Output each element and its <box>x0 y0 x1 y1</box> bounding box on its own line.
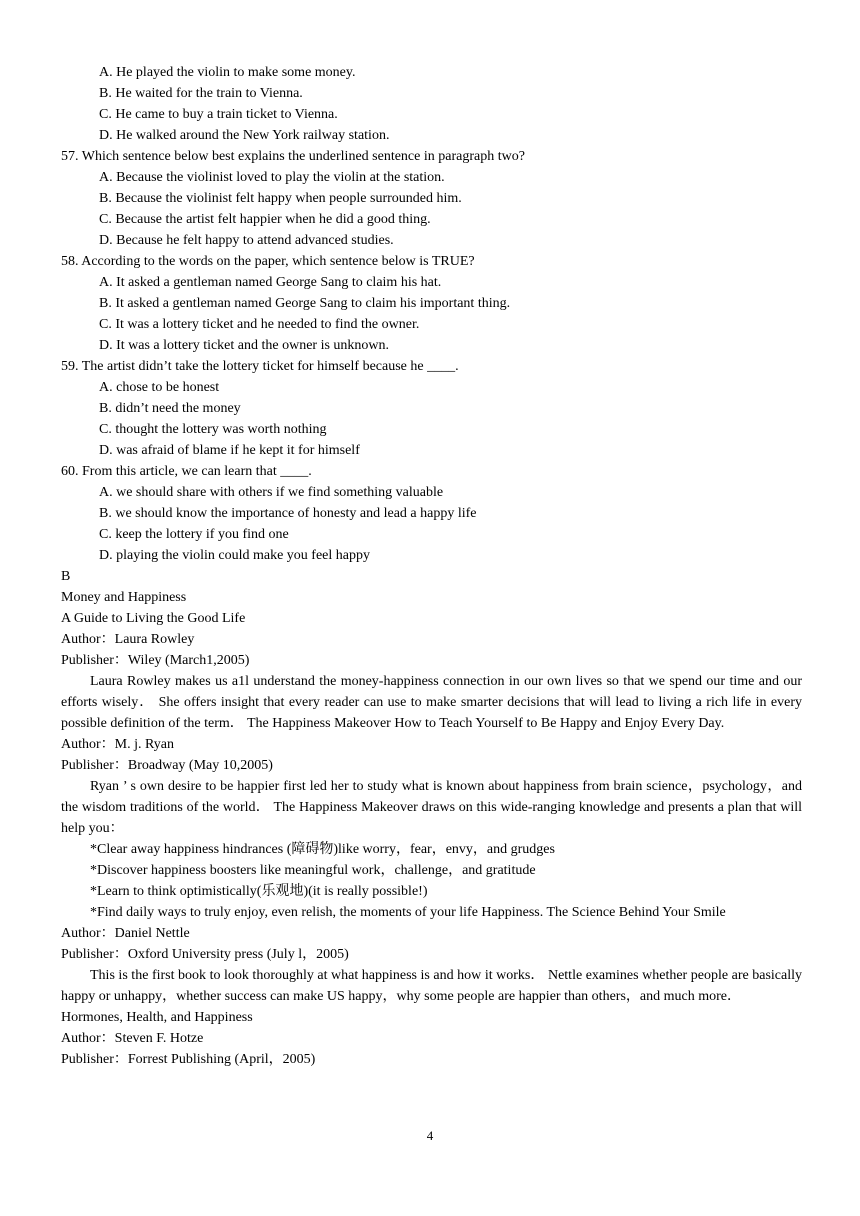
document-page <box>61 62 802 1070</box>
q56-option-d: D. He walked around the New York railway station. <box>99 128 390 143</box>
q58-stem: 58. According to the words on the paper, which sentence below is TRUE? <box>61 254 475 269</box>
q57-option-c: C. Because the artist felt happier when he did a good thing. <box>99 212 431 227</box>
q58-option-a: A. It asked a gentleman named George Sang to claim his hat. <box>99 275 442 290</box>
q59-stem: 59. The artist didn’t take the lottery ticket for himself because he ____. <box>61 359 459 374</box>
book2-bullet-3: *Learn to think optimistically(乐观地)(it is really possible!) <box>90 884 428 899</box>
book4-author: Author：Steven F. Hotze <box>61 1031 204 1046</box>
q59-option-b: B. didn’t need the money <box>99 401 241 416</box>
q57-option-a: A. Because the violinist loved to play the violin at the station. <box>99 170 445 185</box>
book1-description: Laura Rowley makes us a1l understand the money-happiness connection in our own lives so that we spend our time and our efforts wisely． She offers insight that every reader can use to make smarter decisions that will lead to living a rich life in every possible definition of the term． The Happiness Makeover How to Teach Yourself to Be Happy and Enjoy Every Day. <box>61 674 802 731</box>
book1-title: Money and Happiness <box>61 590 187 605</box>
book2-bullet-1: *Clear away happiness hindrances (障碍物)like worry，fear，envy，and grudges <box>90 842 555 857</box>
page-number: 4 <box>426 1128 434 1143</box>
q58-option-c: C. It was a lottery ticket and he needed to find the owner. <box>99 317 420 332</box>
q59-option-d: D. was afraid of blame if he kept it for himself <box>99 443 360 458</box>
section-b-label: B <box>61 569 71 584</box>
q58-option-b: B. It asked a gentleman named George Sang to claim his important thing. <box>99 296 511 311</box>
book2-author: Author：M. j. Ryan <box>61 737 174 752</box>
book3-author: Author：Daniel Nettle <box>61 926 190 941</box>
book2-bullet-2: *Discover happiness boosters like meaningful work，challenge，and gratitude <box>90 863 536 878</box>
q56-option-c: C. He came to buy a train ticket to Vienna. <box>99 107 338 122</box>
book2-bullet-4: *Find daily ways to truly enjoy, even relish, the moments of your life Happiness. The Science Behind Your Smile <box>90 905 726 920</box>
q57-stem: 57. Which sentence below best explains the underlined sentence in paragraph two? <box>61 149 525 164</box>
book1-publisher: Publisher：Wiley (March1,2005) <box>61 653 250 668</box>
book2-publisher: Publisher：Broadway (May 10,2005) <box>61 758 273 773</box>
q60-option-d: D. playing the violin could make you feel happy <box>99 548 370 563</box>
q58-option-d: D. It was a lottery ticket and the owner is unknown. <box>99 338 390 353</box>
book4-publisher: Publisher：Forrest Publishing (April，2005) <box>61 1052 316 1067</box>
q60-option-b: B. we should know the importance of honesty and lead a happy life <box>99 506 477 521</box>
q60-option-a: A. we should share with others if we find something valuable <box>99 485 444 500</box>
book3-publisher: Publisher：Oxford University press (July l，2005) <box>61 947 349 962</box>
q56-option-b: B. He waited for the train to Vienna. <box>99 86 303 101</box>
q59-option-c: C. thought the lottery was worth nothing <box>99 422 327 437</box>
book3-description: This is the first book to look thoroughly at what happiness is and how it works． Nettle examines whether people are basically happy or unhappy，whether success can make US happy，why some people are happier than others，and much more． <box>61 968 802 1004</box>
q59-option-a: A. chose to be honest <box>99 380 220 395</box>
q57-option-b: B. Because the violinist felt happy when people surrounded him. <box>99 191 462 206</box>
book4-title: Hormones, Health, and Happiness <box>61 1010 253 1025</box>
book1-author: Author：Laura Rowley <box>61 632 195 647</box>
q60-option-c: C. keep the lottery if you find one <box>99 527 289 542</box>
q57-option-d: D. Because he felt happy to attend advanced studies. <box>99 233 394 248</box>
book2-description: Ryan ’ s own desire to be happier first led her to study what is known about happiness from brain science，psychology，and the wisdom traditions of the world． The Happiness Makeover draws on this wide-ranging knowledge and presents a plan that will help you： <box>61 779 802 836</box>
book1-subtitle: A Guide to Living the Good Life <box>61 611 246 626</box>
q60-stem: 60. From this article, we can learn that ____. <box>61 464 312 479</box>
q56-option-a: A. He played the violin to make some money. <box>99 65 356 80</box>
